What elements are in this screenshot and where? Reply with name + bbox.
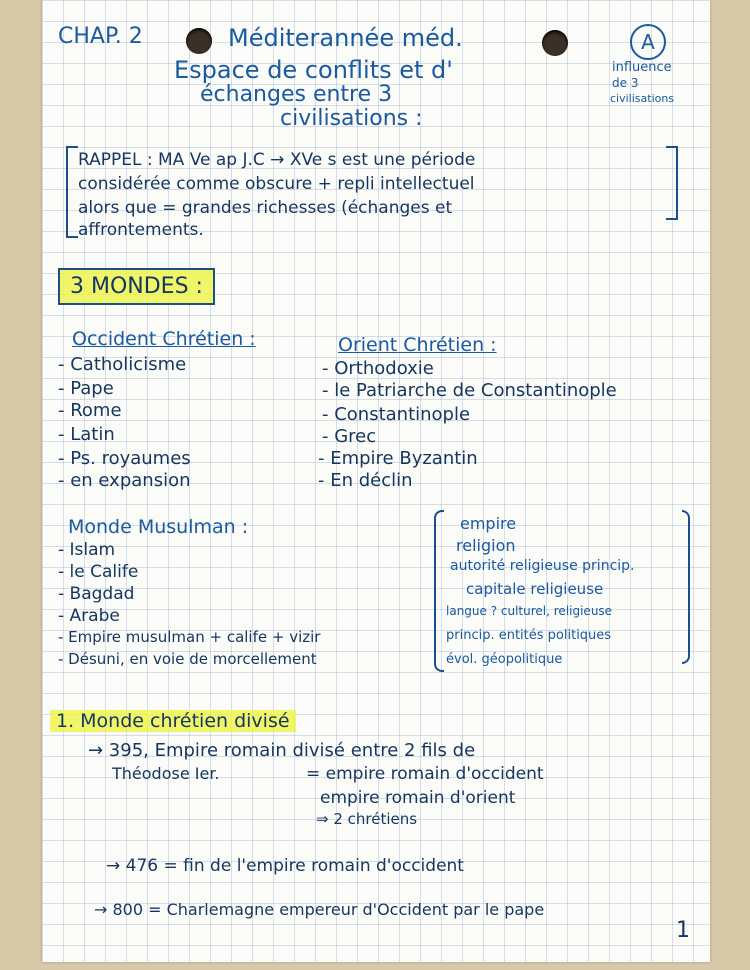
part1-line-1: → 395, Empire romain divisé entre 2 fils de (88, 740, 476, 761)
title-line-1: Méditerannée méd. (228, 24, 463, 52)
legend-item: religion (456, 536, 516, 555)
rappel-line-4: affrontements. (78, 220, 204, 240)
side-note-3: civilisations (610, 92, 675, 105)
orient-item: - Orthodoxie (322, 358, 434, 379)
orient-item: - Empire Byzantin (318, 448, 478, 469)
side-note-2: de 3 (612, 76, 639, 90)
title-line-4: civilisations : (280, 106, 423, 131)
occident-item: - en expansion (58, 470, 191, 491)
legend-bracket-left (434, 510, 444, 672)
rappel-line-3: alors que = grandes richesses (échanges et (78, 198, 453, 218)
title-line-2: Espace de conflits et d' (174, 56, 453, 84)
punch-hole-left (186, 28, 212, 54)
orient-item: - En déclin (318, 470, 413, 491)
rappel-line-1: RAPPEL : MA Ve ap J.C → XVe s est une période (78, 150, 476, 170)
part1-line-6: → 800 = Charlemagne empereur d'Occident par le pape (94, 900, 545, 919)
rappel-bracket-left (66, 146, 78, 238)
part1-line-5: → 476 = fin de l'empire romain d'occident (106, 856, 464, 876)
legend-item: capitale religieuse (466, 580, 604, 598)
page-number: 1 (676, 918, 690, 943)
rappel-line-2: considérée comme obscure + repli intellectuel (78, 174, 475, 194)
legend-item: évol. géopolitique (446, 652, 563, 667)
legend-item: empire (460, 514, 517, 533)
legend-bracket-right (682, 510, 690, 664)
legend-item: princip. entités politiques (446, 628, 612, 643)
part1-line-3: empire romain d'orient (320, 788, 516, 808)
occident-item: - Rome (58, 400, 122, 421)
musulman-title: Monde Musulman : (68, 516, 249, 538)
occident-item: - Catholicisme (58, 354, 187, 375)
orient-item: - le Patriarche de Constantinople (322, 380, 617, 401)
title-line-3: échanges entre 3 (200, 82, 393, 107)
part1-line-4: ⇒ 2 chrétiens (316, 810, 418, 828)
part1-line-2: Théodose Ier. (112, 764, 220, 783)
orient-item: - Grec (322, 426, 377, 447)
musulman-item: - Arabe (58, 606, 120, 626)
occident-item: - Ps. royaumes (58, 448, 191, 469)
punch-hole-right (542, 30, 568, 56)
side-note-1: influence (612, 60, 672, 75)
occident-item: - Latin (58, 424, 115, 445)
occident-title: Occident Chrétien : (72, 328, 256, 350)
orient-title: Orient Chrétien : (338, 334, 497, 356)
note-card (42, 0, 710, 962)
musulman-item: - Islam (58, 540, 116, 560)
circled-letter: A (630, 24, 666, 60)
section-title: 3 MONDES : (58, 268, 215, 305)
part1-title: 1. Monde chrétien divisé (50, 710, 296, 732)
chapter-label: CHAP. 2 (58, 24, 143, 49)
musulman-item: - Désuni, en voie de morcellement (58, 650, 317, 668)
musulman-item: - Empire musulman + calife + vizir (58, 628, 321, 646)
occident-item: - Pape (58, 378, 114, 399)
musulman-item: - le Calife (58, 562, 139, 582)
legend-item: langue ? culturel, religieuse (446, 604, 613, 618)
legend-item: autorité religieuse princip. (450, 558, 635, 574)
orient-item: - Constantinople (322, 404, 471, 425)
part1-line-2b: = empire romain d'occident (306, 764, 544, 784)
rappel-bracket-right (666, 146, 678, 220)
musulman-item: - Bagdad (58, 584, 135, 604)
